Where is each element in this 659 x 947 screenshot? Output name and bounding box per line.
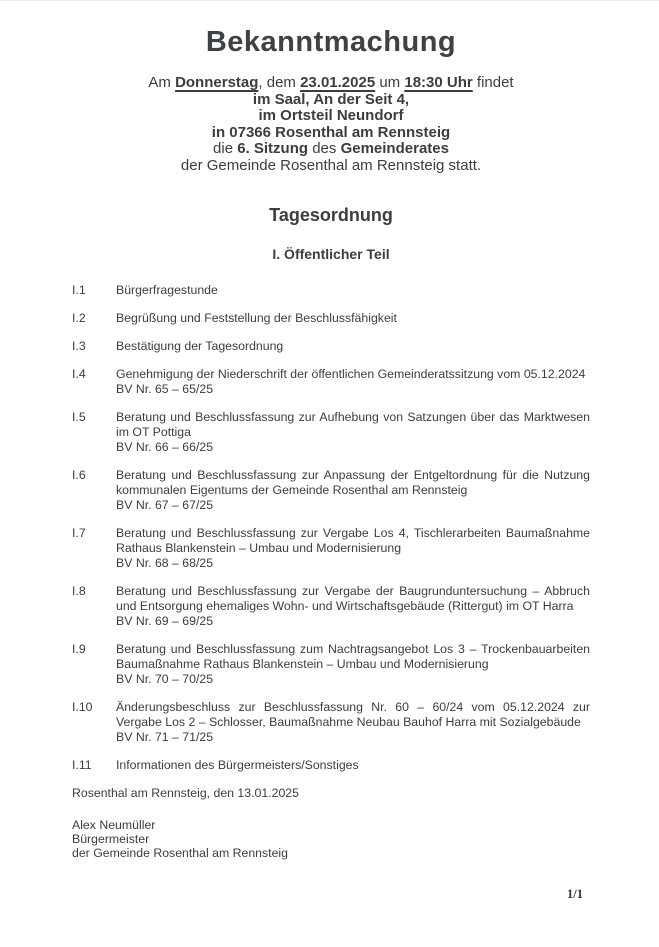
agenda-item — [72, 758, 590, 773]
signature-name: Alex Neumüller — [72, 817, 156, 832]
agenda-item-text: Beratung und Beschlussfassung zum Nachtragsangebot Los 3 – Trockenbauarbeiten Baumaßnahme Rathaus Blankenstein – Umbau und Modernisierung — [116, 641, 590, 671]
page-number: 1/1 — [567, 887, 583, 901]
intro-post: findet — [472, 74, 514, 91]
agenda-heading: Tagesordnung — [269, 204, 393, 225]
agenda-item — [72, 468, 590, 513]
agenda-item-number: I.7 — [72, 525, 86, 540]
agenda-item-number: I.10 — [72, 699, 93, 714]
agenda-item — [72, 283, 590, 298]
council-name: Gemeinderates — [340, 140, 449, 158]
agenda-item-text: Änderungsbeschluss zur Beschlussfassung Nr. 60 – 60/24 vom 05.12.2024 zur Vergabe Los 2 – Schlosser, Baumaßnahme Neubau Bauhof Harra mit Sozialgebäude — [116, 699, 590, 729]
intro-block — [72, 75, 590, 175]
agenda-item-number: I.8 — [72, 583, 86, 598]
agenda-list — [72, 283, 590, 773]
intro-line-datetime — [72, 75, 590, 92]
agenda-item — [72, 339, 590, 354]
agenda-item — [72, 526, 590, 571]
agenda-item-text: Bestätigung der Tagesordnung — [116, 338, 284, 353]
agenda-item-text: Begrüßung und Feststellung der Beschlussfähigkeit — [116, 310, 397, 325]
agenda-item-bv: BV Nr. 68 – 68/25 — [116, 555, 214, 570]
session-line — [72, 141, 590, 158]
document-content — [0, 25, 659, 860]
signature-role: Bürgermeister — [72, 831, 150, 846]
agenda-item-text: Beratung und Beschlussfassung zur Vergabe Los 4, Tischlerarbeiten Baumaßnahme Rathaus Blankenstein – Umbau und Modernisierung — [116, 525, 590, 555]
meeting-date: 23.01.2025 — [300, 74, 376, 91]
agenda-item-bv: BV Nr. 71 – 71/25 — [116, 729, 214, 744]
venue-city: in 07366 Rosenthal am Rennsteig — [211, 123, 451, 141]
agenda-item-text: Bürgerfragestunde — [116, 282, 218, 297]
section-heading-public-part: I. Öffentlicher Teil — [272, 245, 390, 262]
agenda-item-bv: BV Nr. 65 – 65/25 — [116, 381, 214, 396]
place-date-line: Rosenthal am Rennsteig, den 13.01.2025 — [72, 785, 299, 800]
agenda-item — [72, 700, 590, 745]
agenda-item-number: I.9 — [72, 641, 86, 656]
agenda-item-text: Genehmigung der Niederschrift der öffentlichen Gemeinderatssitzung vom 05.12.2024 — [116, 366, 586, 381]
agenda-item-number: I.2 — [72, 310, 86, 325]
signature-block — [72, 818, 590, 860]
session-mid: des — [308, 140, 341, 158]
signature-org: der Gemeinde Rosenthal am Rennsteig — [72, 845, 289, 860]
meeting-day: Donnerstag — [175, 74, 259, 91]
agenda-item-bv: BV Nr. 69 – 69/25 — [116, 613, 214, 628]
municipality-line: der Gemeinde Rosenthal am Rennsteig statt. — [180, 156, 482, 174]
agenda-item-text: Informationen des Bürgermeisters/Sonstiges — [116, 757, 359, 772]
agenda-item-number: I.4 — [72, 366, 86, 381]
venue-district: im Ortsteil Neundorf — [258, 107, 404, 125]
venue-hall: im Saal, An der Seit 4, — [252, 90, 410, 108]
agenda-item-number: I.5 — [72, 409, 86, 424]
intro-mid2: um — [375, 74, 405, 91]
intro-pre: Am — [148, 74, 176, 91]
agenda-item-text: Beratung und Beschlussfassung zur Aufhebung von Satzungen über das Marktwesen im OT Pottiga — [116, 409, 590, 439]
intro-mid1: , dem — [258, 74, 301, 91]
agenda-item — [72, 410, 590, 455]
agenda-item — [72, 367, 590, 397]
agenda-item-number: I.1 — [72, 282, 86, 297]
session-number: 6. Sitzung — [237, 140, 309, 158]
agenda-item-bv: BV Nr. 67 – 67/25 — [116, 497, 214, 512]
agenda-item-bv: BV Nr. 70 – 70/25 — [116, 671, 214, 686]
meeting-time: 18:30 Uhr — [404, 74, 473, 91]
agenda-item-number: I.11 — [72, 757, 92, 772]
agenda-item — [72, 642, 590, 687]
session-pre: die — [213, 140, 238, 158]
agenda-item-text: Beratung und Beschlussfassung zur Anpassung der Entgeltordnung für die Nutzung kommunalen Eigentums der Gemeinde Rosenthal am Rennsteig — [116, 467, 590, 497]
agenda-item-bv: BV Nr. 66 – 66/25 — [116, 439, 214, 454]
agenda-item-number: I.3 — [72, 338, 86, 353]
agenda-item-number: I.6 — [72, 467, 86, 482]
agenda-item — [72, 584, 590, 629]
agenda-item — [72, 311, 590, 326]
agenda-item-text: Beratung und Beschlussfassung zur Vergabe der Baugrunduntersuchung – Abbruch und Entsorgung ehemaliges Wohn- und Wirtschaftsgebäude (Rittergut) im OT Harra — [116, 583, 590, 613]
page-title: Bekanntmachung — [205, 26, 457, 58]
